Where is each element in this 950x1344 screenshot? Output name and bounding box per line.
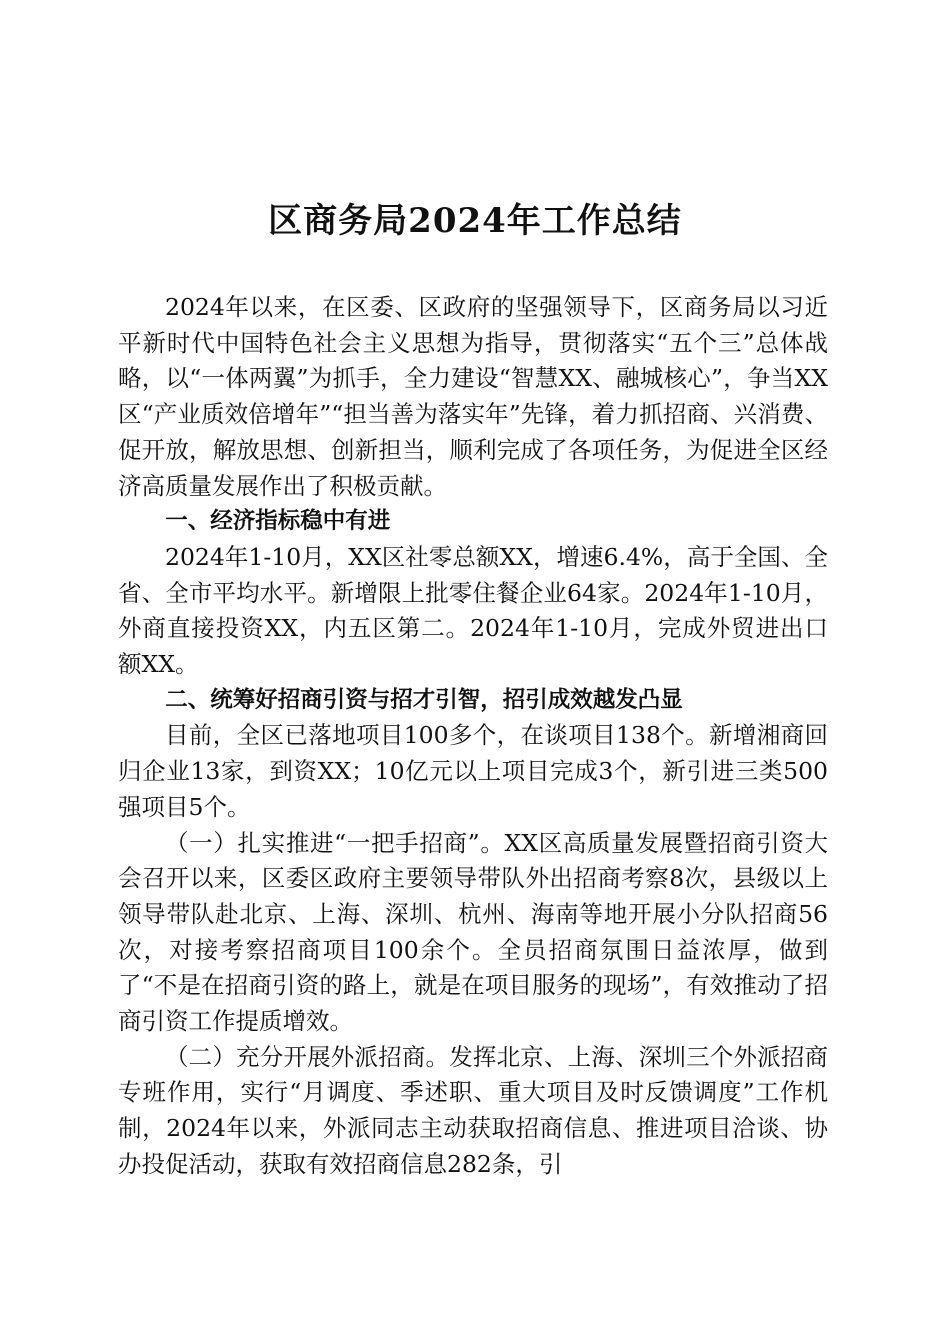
subsection-2-paragraph bbox=[118, 1040, 828, 1183]
section-heading-1: 一、经济指标稳中有进 bbox=[165, 508, 391, 535]
subsection-2-lead: （二）充分开展外派招商。 bbox=[165, 1042, 450, 1071]
subsection-1-lead: （一）扎实推进“一把手招商”。 bbox=[165, 828, 505, 857]
document-body bbox=[118, 290, 828, 1183]
subsection-1-text: XX区高质量发展暨招商引资大会召开以来，区委区政府主要领导带队外出招商考察8次，县级以上领导带队赴北京、上海、深圳、杭州、海南等地开展小分队招商56次，对接考察招商项目100余个。全员招商氛围日益浓厚，做到了“不是在招商引资的路上，就是在项目服务的现场”，有效推动了招商引资工作提质增效。 bbox=[118, 828, 828, 1036]
section-2-paragraph: 目前，全区已落地项目100多个，在谈项目138个。新增湘商回归企业13家，到资XX；10亿元以上项目完成3个，新引进三类500强项目5个。 bbox=[118, 721, 828, 821]
section-1-paragraph: 2024年1-10月，XX区社零总额XX，增速6.4%，高于全国、全省、全市平均水平。新增限上批零住餐企业64家。2024年1-10月，外商直接投资XX，内五区第二。2024年1-10月，完成外贸进出口额XX。 bbox=[118, 542, 828, 679]
intro-paragraph: 2024年以来，在区委、区政府的坚强领导下，区商务局以习近平新时代中国特色社会主义思想为指导，贯彻落实“五个三”总体战略，以“一体两翼”为抓手，全力建设“智慧XX、融城核心”，争当XX区“产业质效倍增年”“担当善为落实年”先锋，着力抓招商、兴消费、促开放，解放思想、创新担当，顺利完成了各项任务，为促进全区经济高质量发展作出了积极贡献。 bbox=[118, 293, 828, 500]
section-heading-2: 二、统筹好招商引资与招才引智，招引成效越发凸显 bbox=[165, 686, 683, 713]
subsection-1-paragraph bbox=[118, 826, 828, 1040]
document-title: 区商务局2024年工作总结 bbox=[268, 201, 682, 241]
subsection-2-text: 发挥北京、上海、深圳三个外派招商专班作用，实行“月调度、季述职、重大项目及时反馈调度”工作机制，2024年以来，外派同志主动获取招商信息、推进项目洽谈、协办投促活动，获取有效招商信息282条，引 bbox=[118, 1042, 829, 1178]
